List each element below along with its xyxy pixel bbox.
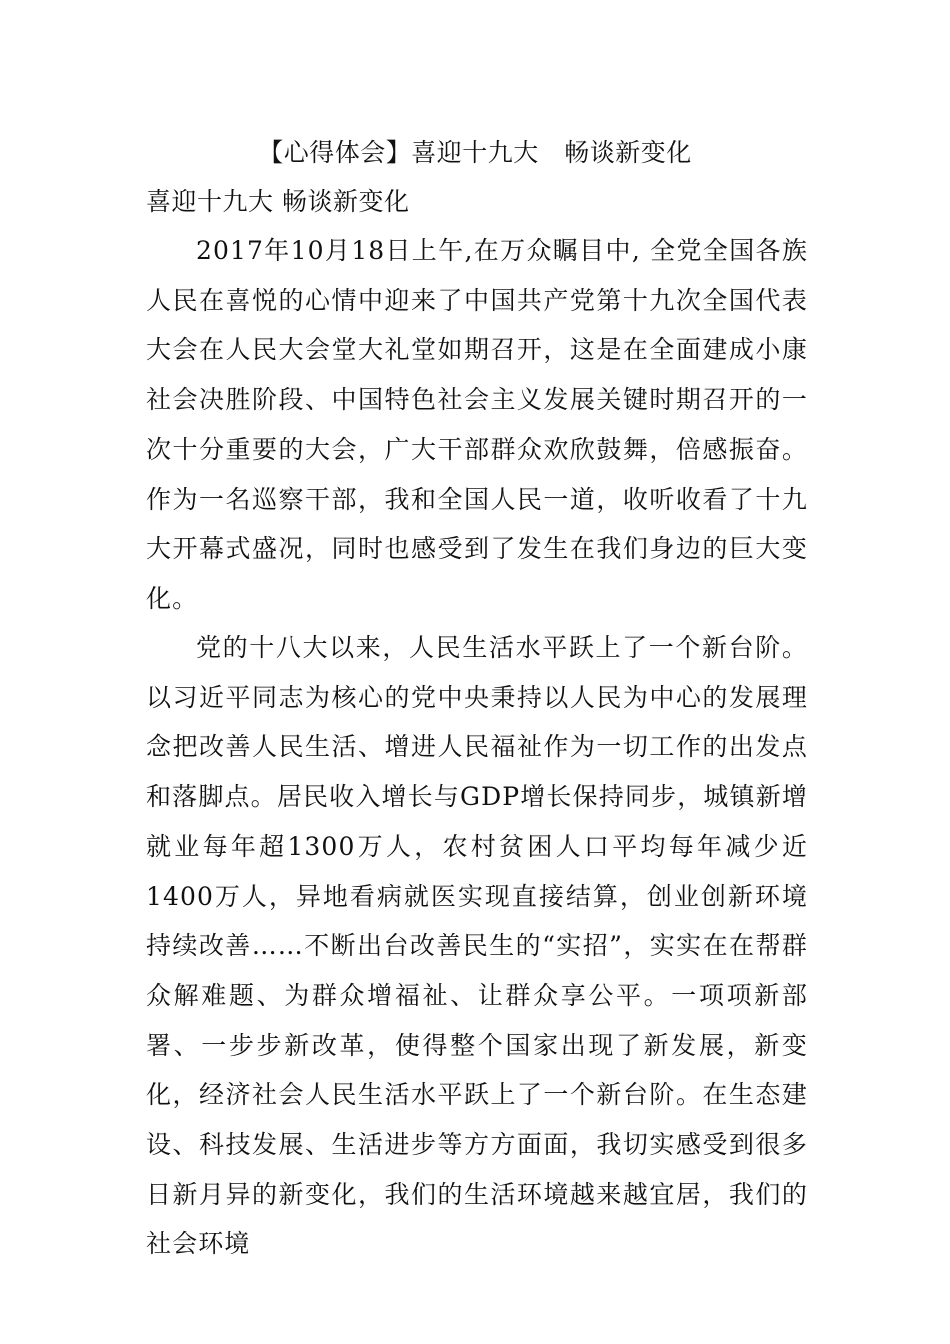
document-subtitle: 喜迎十九大 畅谈新变化 bbox=[146, 187, 410, 216]
document-title: 【心得体会】喜迎十九大 畅谈新变化 bbox=[258, 138, 692, 167]
body-paragraph: 2017年10月18日上午,在万众瞩目中, 全党全国各族人民在喜悦的心情中迎来了中国共产党第十九次全国代表大会在人民大会堂大礼堂如期召开，这是在全面建成小康社会决胜阶段、中国特色社会主义发展关键时期召开的一次十分重要的大会，广大干部群众欢欣鼓舞，倍感振奋。作为一名巡察干部，我和全国人民一道，收听收看了十九大开幕式盛况，同时也感受到了发生在我们身边的巨大变化。 bbox=[146, 236, 808, 613]
body-paragraph: 党的十八大以来，人民生活水平跃上了一个新台阶。以习近平同志为核心的党中央秉持以人民为中心的发展理念把改善人民生活、增进人民福祉作为一切工作的出发点和落脚点。居民收入增长与GDP增长保持同步，城镇新增就业每年超1300万人，农村贫困人口平均每年减少近1400万人，异地看病就医实现直接结算，创业创新环境持续改善……不断出台改善民生的“实招”，实实在在帮群众解难题、为群众增福祉、让群众享公平。一项项新部署、一步步新改革，使得整个国家出现了新发展，新变化，经济社会人民生活水平跃上了一个新台阶。在生态建设、科技发展、生活进步等方方面面，我切实感受到很多日新月异的新变化，我们的生活环境越来越宜居，我们的社会环境 bbox=[146, 633, 808, 1259]
